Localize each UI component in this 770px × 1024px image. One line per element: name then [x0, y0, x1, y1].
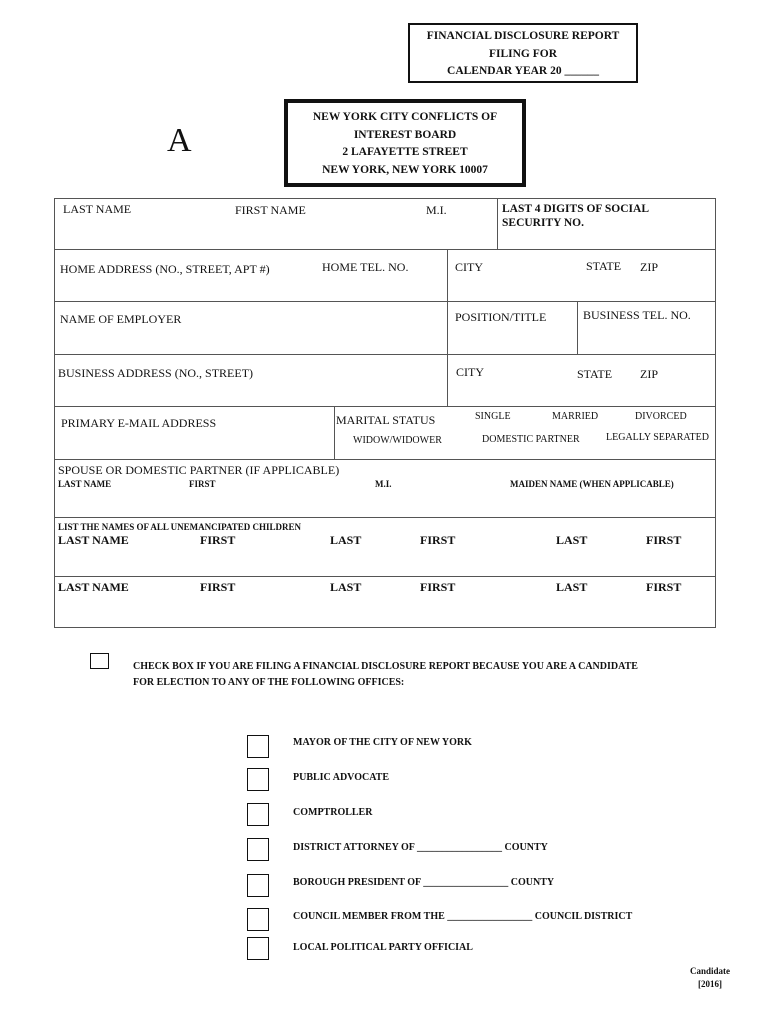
employer-label: NAME OF EMPLOYER	[60, 312, 182, 326]
col-divider	[577, 301, 578, 354]
child-last-label: LAST	[330, 533, 362, 547]
office-checkbox-borough-president[interactable]	[247, 874, 269, 897]
child-first-label: FIRST	[420, 533, 456, 547]
office-label-district-attorney: DISTRICT ATTORNEY OF _________________ COUNTY	[293, 842, 548, 853]
row-divider	[54, 406, 716, 407]
child-last-label: LAST	[556, 580, 588, 594]
spouse-first-label: FIRST	[189, 479, 216, 489]
email-label: PRIMARY E-MAIL ADDRESS	[61, 416, 217, 430]
office-checkbox-party-official[interactable]	[247, 937, 269, 960]
last-name-label: LAST NAME	[63, 202, 132, 216]
row-divider	[54, 576, 716, 577]
child-first-label: FIRST	[646, 580, 682, 594]
child-first-label: FIRST	[420, 580, 456, 594]
report-title-line1: FINANCIAL DISCLOSURE REPORT	[426, 30, 620, 42]
office-label-borough-president: BOROUGH PRESIDENT OF _________________ COUNTY	[293, 877, 555, 888]
business-address-label: BUSINESS ADDRESS (NO., STREET)	[58, 366, 254, 380]
marital-legally-separated-option[interactable]: LEGALLY SEPARATED	[606, 432, 709, 443]
row-divider	[54, 301, 716, 302]
office-checkbox-district-attorney[interactable]	[247, 838, 269, 861]
business-tel-label: BUSINESS TEL. NO.	[583, 308, 691, 322]
board-line1: NEW YORK CITY CONFLICTS OF	[312, 111, 498, 123]
child-last-label: LAST	[556, 533, 588, 547]
candidate-instruction-line2: FOR ELECTION TO ANY OF THE FOLLOWING OFFICES:	[133, 677, 405, 688]
marital-status-label: MARITAL STATUS	[336, 413, 436, 427]
col-divider	[447, 249, 448, 406]
row-divider	[54, 354, 716, 355]
office-label-mayor: MAYOR OF THE CITY OF NEW YORK	[293, 737, 472, 748]
footer-form-type	[680, 965, 740, 991]
home-state-label: STATE	[586, 259, 622, 273]
child-last-name-label: LAST NAME	[58, 580, 129, 594]
marital-married-option[interactable]: MARRIED	[552, 411, 599, 422]
middle-initial-label: M.I.	[426, 203, 447, 217]
office-checkbox-public-advocate[interactable]	[247, 768, 269, 791]
home-city-label: CITY	[455, 260, 483, 274]
marital-domestic-partner-option[interactable]: DOMESTIC PARTNER	[482, 434, 580, 445]
spouse-last-name-label: LAST NAME	[58, 479, 112, 489]
board-line4: NEW YORK, NEW YORK 10007	[322, 163, 488, 176]
position-title-label: POSITION/TITLE	[455, 310, 547, 324]
row-divider	[54, 459, 716, 460]
child-first-label: FIRST	[200, 533, 236, 547]
business-state-label: STATE	[577, 367, 613, 381]
business-city-label: CITY	[456, 365, 484, 379]
office-label-public-advocate: PUBLIC ADVOCATE	[293, 772, 390, 783]
row-divider	[54, 249, 716, 250]
office-checkbox-comptroller[interactable]	[247, 803, 269, 826]
spouse-mi-label: M.I.	[375, 479, 392, 489]
child-last-name-label: LAST NAME	[58, 533, 129, 547]
office-label-party-official: LOCAL POLITICAL PARTY OFFICIAL	[293, 942, 473, 953]
marital-divorced-option[interactable]: DIVORCED	[635, 411, 687, 422]
children-title: LIST THE NAMES OF ALL UNEMANCIPATED CHILDREN	[58, 522, 302, 532]
office-checkbox-council-member[interactable]	[247, 908, 269, 931]
home-tel-label: HOME TEL. NO.	[322, 260, 409, 274]
office-checkbox-mayor[interactable]	[247, 735, 269, 758]
spouse-label: SPOUSE OR DOMESTIC PARTNER (IF APPLICABLE)	[58, 463, 340, 477]
office-label-council-member: COUNCIL MEMBER FROM THE _________________ COUNCIL DISTRICT	[293, 911, 633, 922]
board-line2: INTEREST BOARD	[353, 128, 457, 141]
candidate-instruction-line1: CHECK BOX IF YOU ARE FILING A FINANCIAL DISCLOSURE REPORT BECAUSE YOU ARE A CANDIDATE	[133, 661, 638, 672]
form-letter: A	[167, 122, 192, 159]
col-divider	[334, 406, 335, 459]
marital-single-option[interactable]: SINGLE	[475, 411, 511, 422]
marital-widow-option[interactable]: WIDOW/WIDOWER	[353, 435, 442, 446]
home-address-label: HOME ADDRESS (NO., STREET, APT #)	[60, 262, 270, 276]
child-last-label: LAST	[330, 580, 362, 594]
row-divider	[54, 517, 716, 518]
board-line3: 2 LAFAYETTE STREET	[342, 146, 468, 158]
col-divider	[497, 198, 498, 249]
home-zip-label: ZIP	[640, 260, 658, 274]
child-first-label: FIRST	[646, 533, 682, 547]
candidate-checkbox[interactable]	[90, 653, 109, 669]
footer-label: Candidate	[689, 966, 730, 976]
board-address-box	[284, 99, 526, 187]
first-name-label: FIRST NAME	[235, 203, 306, 217]
report-title-line2: FILING FOR	[488, 47, 558, 60]
spouse-maiden-label: MAIDEN NAME (WHEN APPLICABLE)	[510, 479, 674, 489]
report-title-box	[408, 23, 638, 83]
child-first-label: FIRST	[200, 580, 236, 594]
report-title-line3: CALENDAR YEAR 20 ______	[447, 65, 599, 77]
business-zip-label: ZIP	[640, 367, 658, 381]
ssn-label: LAST 4 DIGITS OF SOCIAL SECURITY NO.	[502, 203, 649, 229]
footer-year: [2016]	[698, 979, 722, 989]
office-label-comptroller: COMPTROLLER	[293, 807, 373, 818]
